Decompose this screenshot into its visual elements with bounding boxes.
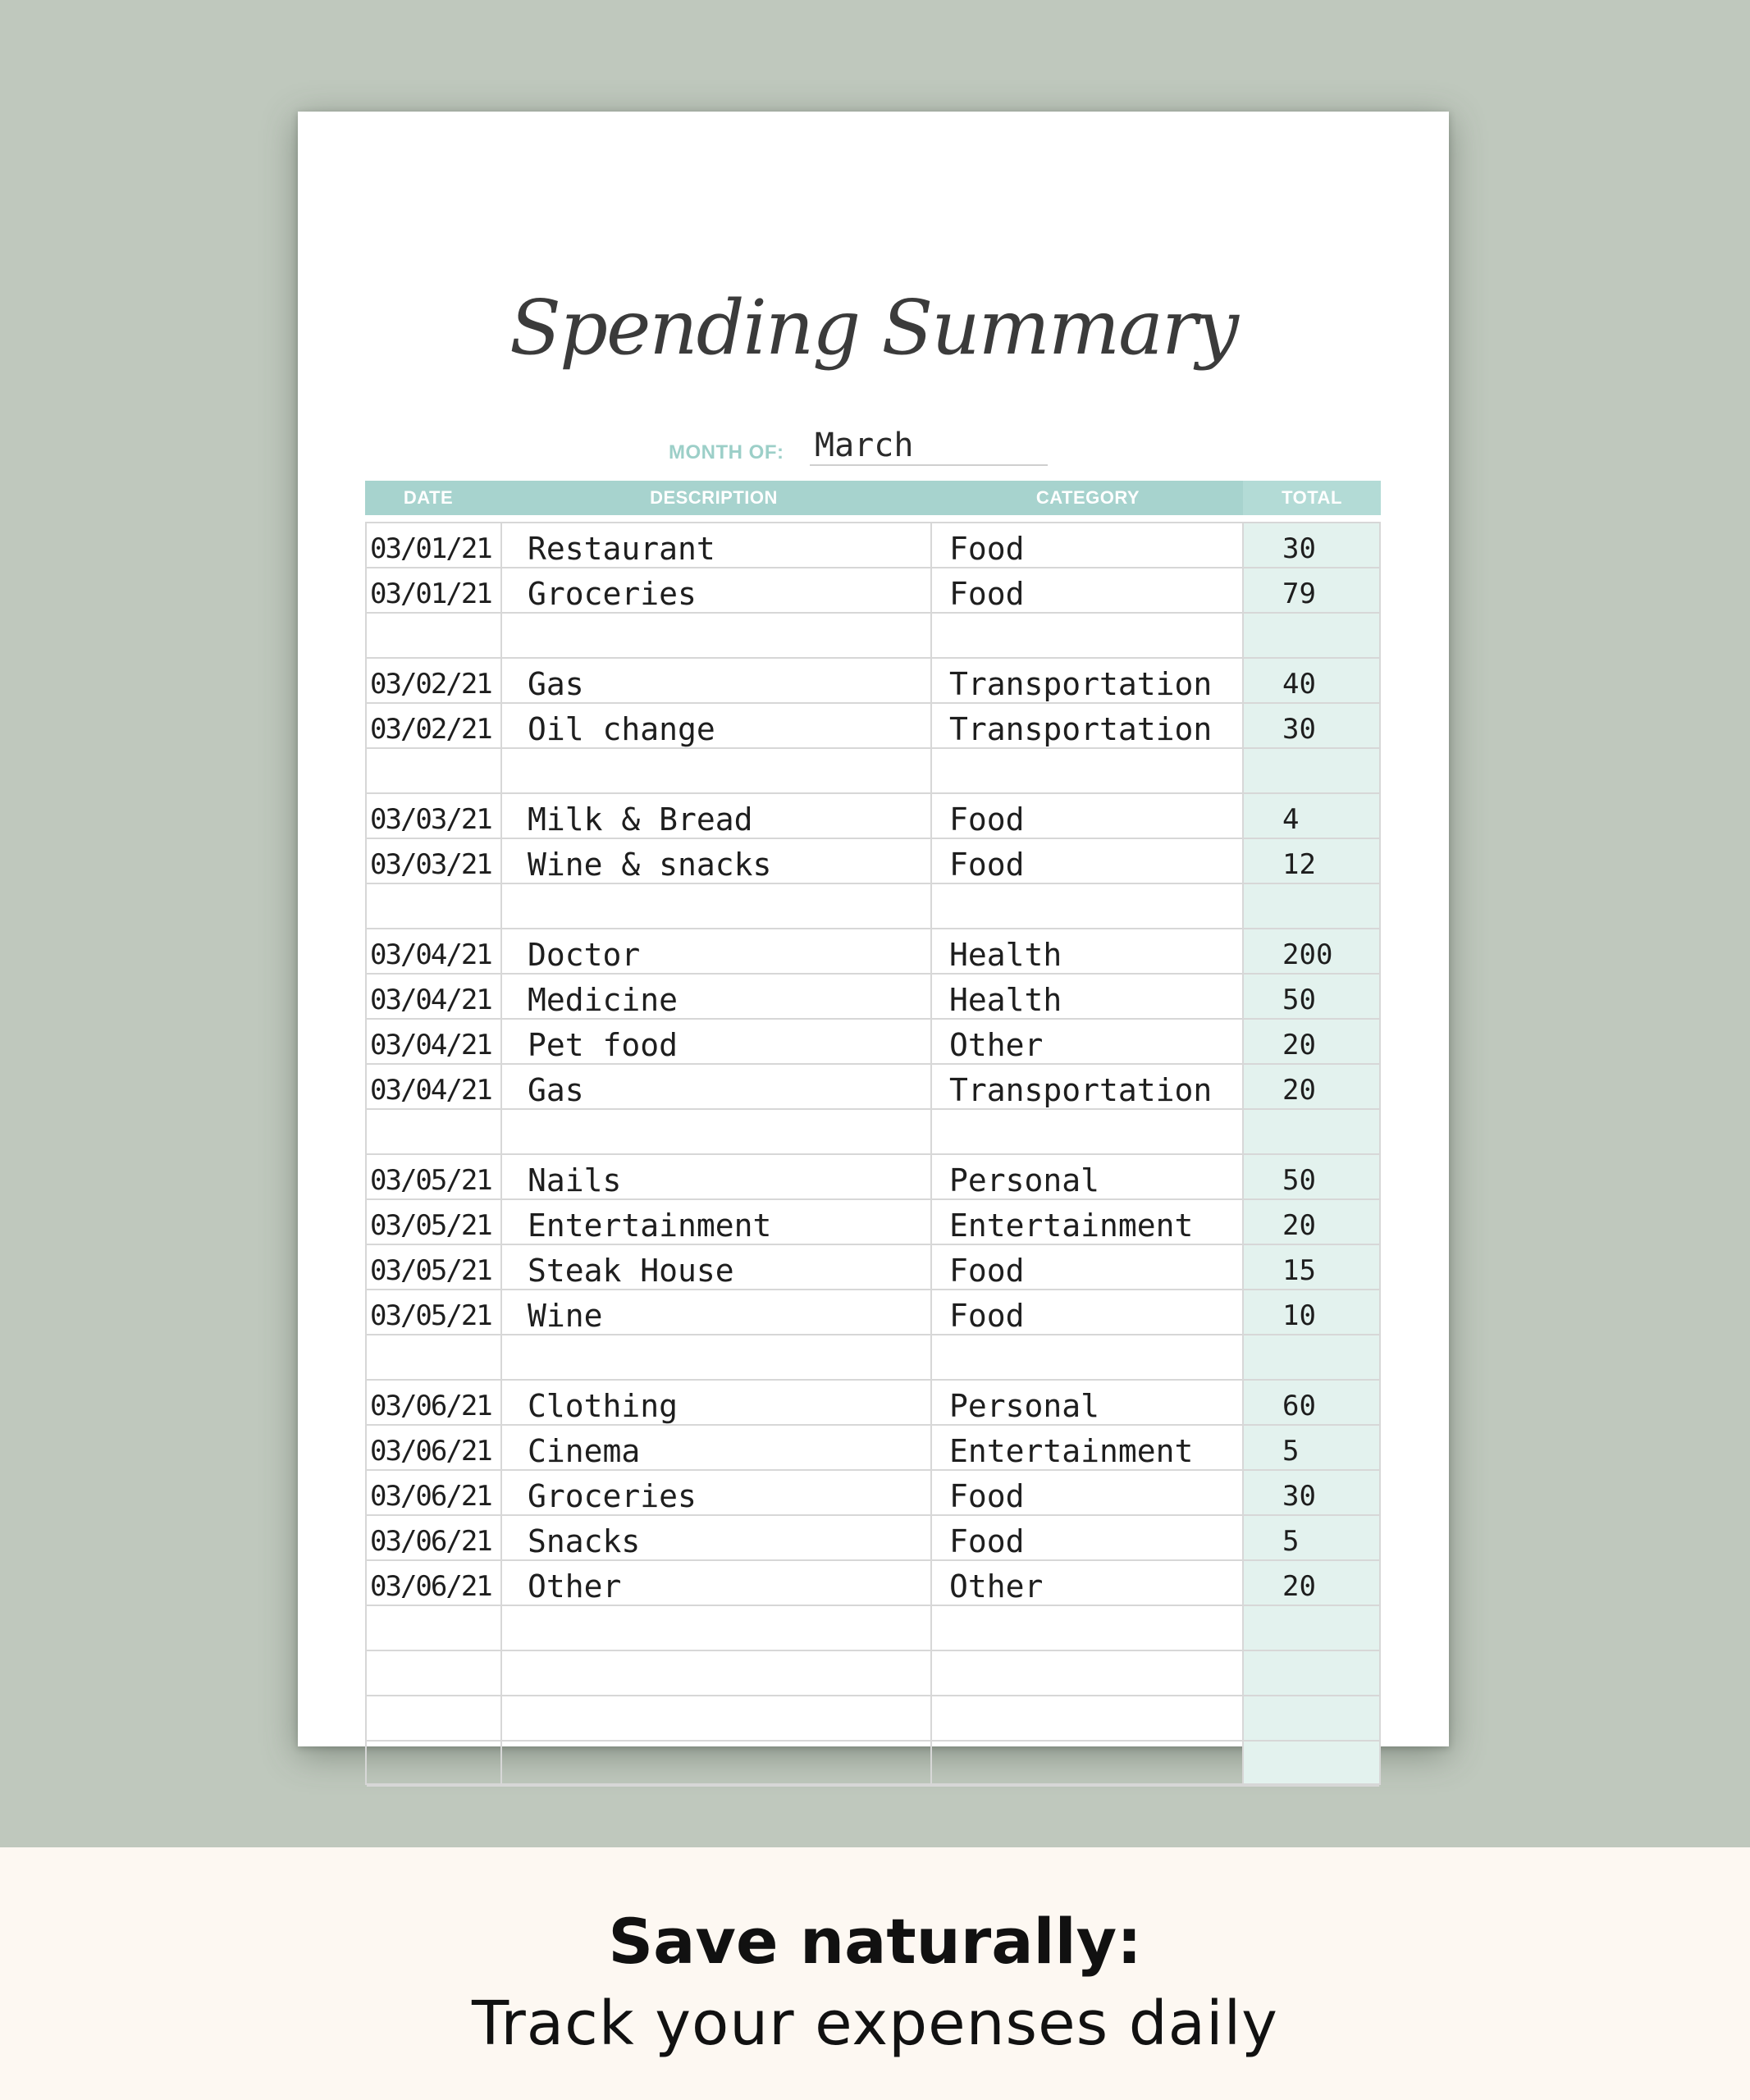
description-cell: Other xyxy=(528,1568,622,1605)
description-cell: Restaurant xyxy=(528,531,715,567)
description-cell: Gas xyxy=(528,1072,584,1108)
footer-headline: Save naturally: xyxy=(608,1905,1142,1978)
category-cell: Personal xyxy=(949,1388,1100,1424)
table-row xyxy=(367,1245,1379,1290)
total-cell: 79 xyxy=(1282,578,1316,610)
table-row xyxy=(367,1110,1379,1155)
month-label: MONTH OF: xyxy=(669,441,784,463)
table-row xyxy=(367,884,1379,929)
table-row xyxy=(367,1742,1379,1787)
date-cell: 03/03/21 xyxy=(370,848,491,881)
total-cell: 20 xyxy=(1282,1209,1316,1242)
footer-subline: Track your expenses daily xyxy=(472,1988,1278,2059)
total-cell: 30 xyxy=(1282,532,1316,565)
total-cell: 30 xyxy=(1282,1480,1316,1513)
total-cell: 5 xyxy=(1282,1525,1300,1558)
table-row xyxy=(367,1065,1379,1110)
sheet-title: Spending Summary xyxy=(509,284,1237,372)
footer-banner xyxy=(0,1847,1750,2100)
total-cell: 20 xyxy=(1282,1570,1316,1603)
category-cell: Food xyxy=(949,1523,1025,1559)
date-cell: 03/05/21 xyxy=(370,1299,491,1332)
table-row xyxy=(367,1561,1379,1606)
month-underline xyxy=(810,464,1048,466)
date-cell: 03/02/21 xyxy=(370,713,491,746)
column-header-total: TOTAL xyxy=(1243,481,1381,515)
date-cell: 03/05/21 xyxy=(370,1254,491,1287)
category-cell: Entertainment xyxy=(949,1208,1194,1244)
table-row xyxy=(367,1606,1379,1651)
description-cell: Entertainment xyxy=(528,1208,772,1244)
spending-summary-sheet xyxy=(298,112,1449,1746)
description-cell: Milk & Bread xyxy=(528,801,753,838)
table-row xyxy=(367,1471,1379,1516)
table-row xyxy=(367,614,1379,659)
table-row xyxy=(367,1200,1379,1245)
category-cell: Other xyxy=(949,1027,1044,1063)
total-cell: 12 xyxy=(1282,848,1316,881)
description-cell: Medicine xyxy=(528,982,679,1018)
description-cell: Oil change xyxy=(528,711,715,747)
description-cell: Clothing xyxy=(528,1388,679,1424)
date-cell: 03/04/21 xyxy=(370,938,491,971)
category-cell: Transportation xyxy=(949,666,1213,702)
table-row xyxy=(367,1696,1379,1742)
table-row xyxy=(367,1426,1379,1471)
total-cell: 200 xyxy=(1282,938,1333,971)
description-cell: Steak House xyxy=(528,1253,734,1289)
category-cell: Food xyxy=(949,1478,1025,1514)
total-cell: 10 xyxy=(1282,1299,1316,1332)
description-cell: Wine & snacks xyxy=(528,847,772,883)
category-cell: Food xyxy=(949,531,1025,567)
date-cell: 03/06/21 xyxy=(370,1570,491,1603)
description-cell: Pet food xyxy=(528,1027,679,1063)
description-cell: Gas xyxy=(528,666,584,702)
table-row xyxy=(367,929,1379,975)
month-field xyxy=(669,427,1161,468)
total-cell: 50 xyxy=(1282,1164,1316,1197)
date-cell: 03/06/21 xyxy=(370,1390,491,1422)
description-cell: Doctor xyxy=(528,937,641,973)
category-cell: Food xyxy=(949,847,1025,883)
description-cell: Wine xyxy=(528,1298,603,1334)
category-cell: Health xyxy=(949,937,1062,973)
category-cell: Health xyxy=(949,982,1062,1018)
table-row xyxy=(367,749,1379,794)
category-cell: Food xyxy=(949,1298,1025,1334)
total-cell: 40 xyxy=(1282,668,1316,701)
category-cell: Other xyxy=(949,1568,1044,1605)
category-cell: Transportation xyxy=(949,711,1213,747)
table-row xyxy=(367,1155,1379,1200)
column-header-category: CATEGORY xyxy=(1035,487,1140,508)
table-row xyxy=(367,704,1379,749)
total-cell: 30 xyxy=(1282,713,1316,746)
date-cell: 03/05/21 xyxy=(370,1209,491,1242)
date-cell: 03/06/21 xyxy=(370,1525,491,1558)
table-row xyxy=(367,1381,1379,1426)
date-cell: 03/01/21 xyxy=(370,578,491,610)
table-row xyxy=(367,1020,1379,1065)
date-cell: 03/06/21 xyxy=(370,1435,491,1468)
table-body xyxy=(365,522,1381,1785)
category-cell: Food xyxy=(949,801,1025,838)
table-header xyxy=(365,481,1381,515)
total-cell: 15 xyxy=(1282,1254,1316,1287)
date-cell: 03/05/21 xyxy=(370,1164,491,1197)
total-cell: 20 xyxy=(1282,1074,1316,1107)
description-cell: Groceries xyxy=(528,576,697,612)
table-row xyxy=(367,659,1379,704)
table-row xyxy=(367,568,1379,614)
total-cell: 4 xyxy=(1282,803,1300,836)
category-cell: Transportation xyxy=(949,1072,1213,1108)
table-row xyxy=(367,523,1379,568)
table-row xyxy=(367,1516,1379,1561)
table-row xyxy=(367,839,1379,884)
date-cell: 03/04/21 xyxy=(370,984,491,1016)
category-cell: Food xyxy=(949,576,1025,612)
total-cell: 60 xyxy=(1282,1390,1316,1422)
table-row xyxy=(367,1335,1379,1381)
column-header-date: DATE xyxy=(403,487,454,508)
description-cell: Snacks xyxy=(528,1523,641,1559)
description-cell: Groceries xyxy=(528,1478,697,1514)
table-row xyxy=(367,1290,1379,1335)
description-cell: Nails xyxy=(528,1162,622,1198)
date-cell: 03/04/21 xyxy=(370,1074,491,1107)
table-row xyxy=(367,975,1379,1020)
total-cell: 20 xyxy=(1282,1029,1316,1061)
column-header-description: DESCRIPTION xyxy=(650,487,778,508)
category-cell: Food xyxy=(949,1253,1025,1289)
total-cell: 50 xyxy=(1282,984,1316,1016)
date-cell: 03/03/21 xyxy=(370,803,491,836)
date-cell: 03/02/21 xyxy=(370,668,491,701)
total-cell: 5 xyxy=(1282,1435,1300,1468)
category-cell: Personal xyxy=(949,1162,1100,1198)
month-value: March xyxy=(815,427,914,464)
table-row xyxy=(367,1651,1379,1696)
category-cell: Entertainment xyxy=(949,1433,1194,1469)
date-cell: 03/04/21 xyxy=(370,1029,491,1061)
date-cell: 03/06/21 xyxy=(370,1480,491,1513)
table-row xyxy=(367,794,1379,839)
date-cell: 03/01/21 xyxy=(370,532,491,565)
description-cell: Cinema xyxy=(528,1433,641,1469)
